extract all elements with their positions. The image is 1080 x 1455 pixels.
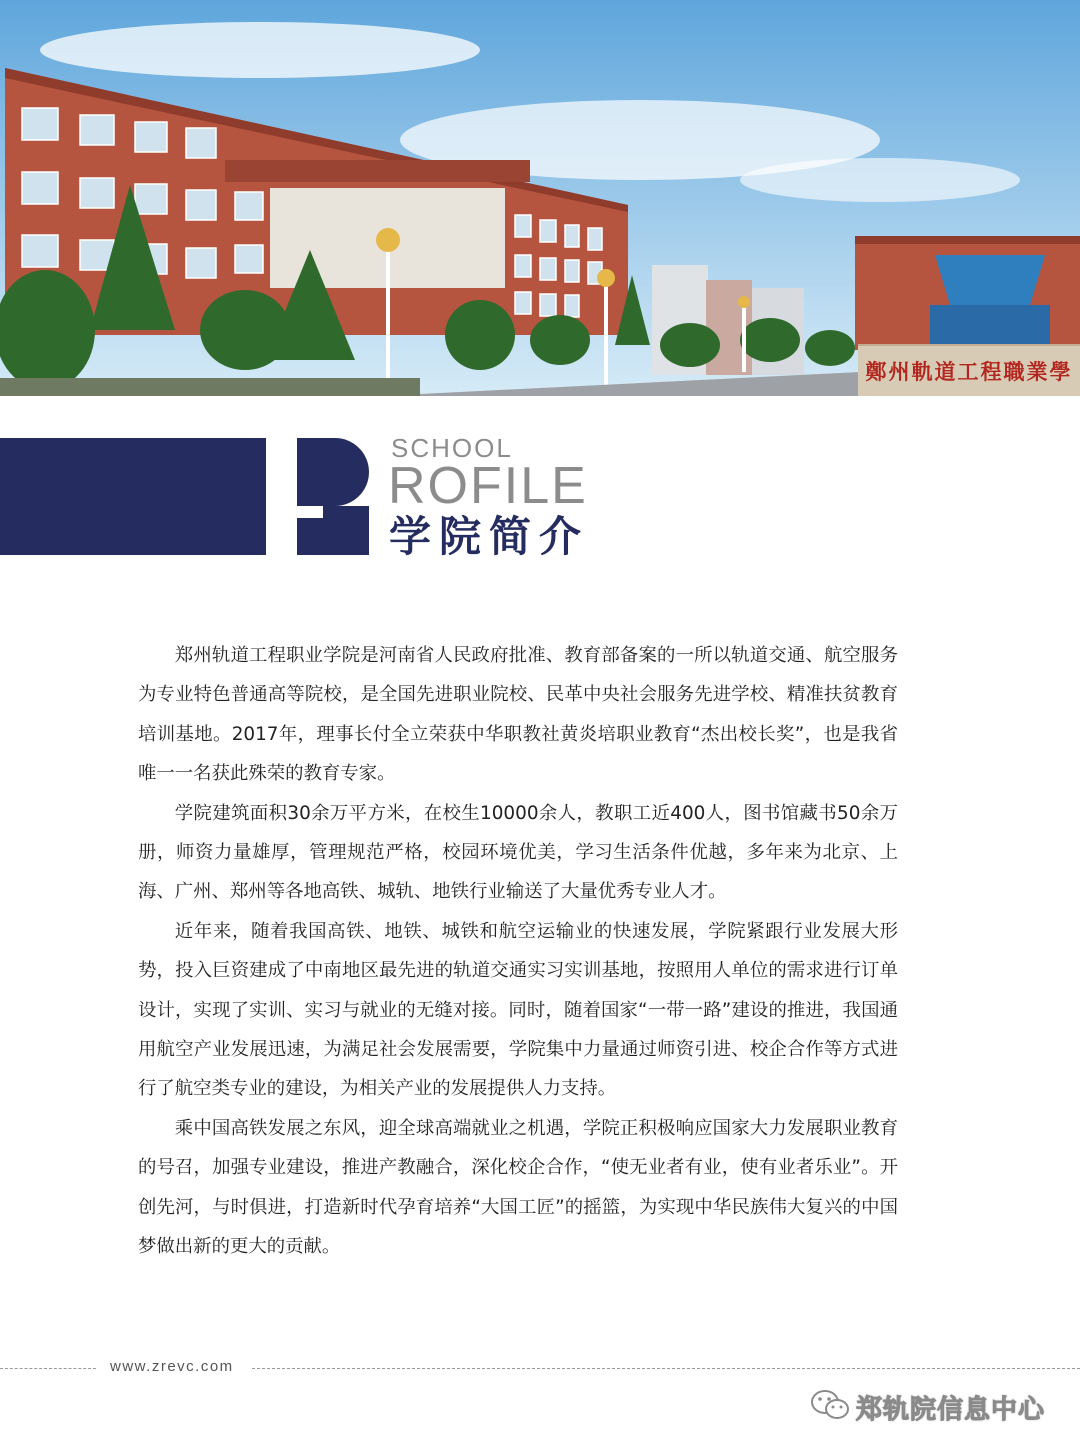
title-school: SCHOOL (391, 433, 513, 463)
p-letter-logo (297, 438, 369, 555)
footer-divider-right (252, 1368, 1080, 1369)
title-rofile: ROFILE (388, 457, 588, 515)
watermark-text: 郑轨院信息中心 (856, 1395, 1046, 1425)
campus-photo (0, 0, 1080, 396)
footer-divider-left (0, 1368, 96, 1369)
paragraph: 近年来，随着我国高铁、地铁、城铁和航空运输业的快速发展，学院紧跟行业发展大形势，投入巨资建成了中南地区最先进的轨道交通实习实训基地，按照用人单位的需求进行订单设计，实现了实训、实习与就业的无缝对接。同时，随着国家“一带一路”建设的推进，我国通用航空产业发展迅速，为满足社会发展需要，学院集中力量通过师资引进、校企合作等方式进行了航空类专业的建设，为相关产业的发展提供人力支持。 (138, 920, 898, 1100)
navy-banner-bar (0, 438, 266, 555)
school-name-stone: 鄭州軌道工程職業學 (858, 344, 1080, 396)
website-url: www.zrevc.com (110, 1358, 234, 1375)
title-chinese: 学院简介 (389, 512, 590, 561)
paragraph: 学院建筑面积30余万平方米，在校生10000余人，教职工近400人，图书馆藏书50余万册，师资力量雄厚，管理规范严格，校园环境优美，学习生活条件优越，多年来为北京、上海、广州、郑州等各地高铁、城轨、地铁行业输送了大量优秀专业人才。 (138, 802, 898, 903)
paragraph: 乘中国高铁发展之东风，迎全球高端就业之机遇，学院正积极响应国家大力发展职业教育的号召，加强专业建设，推进产教融合，深化校企合作，“使无业者有业，使有业者乐业”。开创先河，与时俱进，打造新时代孕育培养“大国工匠”的摇篮，为实现中华民族伟大复兴的中国梦做出新的更大的贡献。 (138, 1117, 898, 1258)
wechat-icon (810, 1388, 850, 1422)
paragraph: 郑州轨道工程职业学院是河南省人民政府批准、教育部备案的一所以轨道交通、航空服务为专业特色普通高等院校，是全国先进职业院校、民革中央社会服务先进学校、精准扶贫教育培训基地。2017年，理事长付全立荣获中华职教社黄炎培职业教育“杰出校长奖”，也是我省唯一一名获此殊荣的教育专家。 (138, 645, 898, 785)
campus-illustration (0, 0, 1080, 396)
profile-text (138, 636, 898, 1267)
